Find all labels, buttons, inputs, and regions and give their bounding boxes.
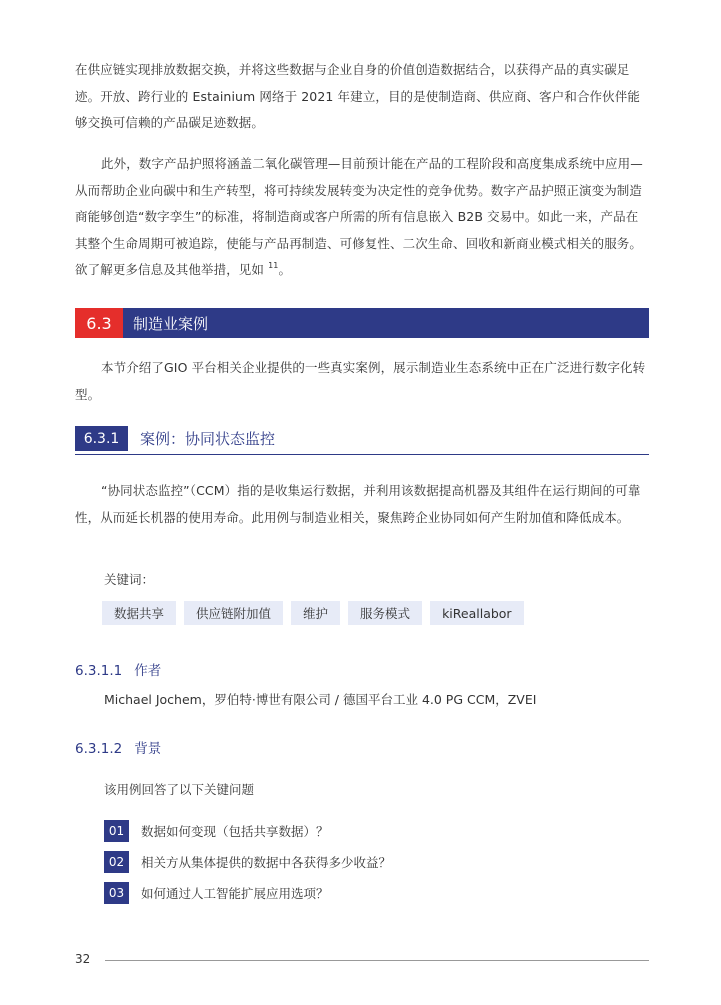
footer-divider bbox=[105, 960, 649, 961]
question-text: 如何通过人工智能扩展应用选项？ bbox=[141, 886, 329, 901]
subsection-title: 案例：协同状态监控 bbox=[140, 430, 276, 448]
keyword-tags bbox=[102, 601, 524, 625]
subsection-heading bbox=[75, 426, 649, 455]
paragraph-carbon-footprint: 在供应链实现排放数据交换，并将这些数据与企业自身的价值创造数据结合，以获得产品的真实碳足迹。开放、跨行业的 Estainium 网络于 2021 年建立，目的是使制造商、供应商、客户和合作伙伴能够交换可信赖的产品碳足迹数据。 bbox=[75, 62, 640, 130]
question-item bbox=[104, 882, 329, 904]
subsection-number: 6.3.1 bbox=[75, 426, 128, 451]
paragraph-section-intro: 本节介绍了GIO 平台相关企业提供的一些真实案例，展示制造业生态系统中正在广泛进行数字化转型。 bbox=[75, 360, 646, 402]
keyword-tag: kiReallabor bbox=[430, 601, 524, 625]
question-number: 02 bbox=[104, 851, 129, 873]
section-title: 制造业案例 bbox=[133, 314, 209, 333]
question-text: 数据如何变现（包括共享数据）？ bbox=[141, 824, 329, 839]
question-item bbox=[104, 851, 391, 873]
paragraph-ccm-definition: “协同状态监控”（CCM）指的是收集运行数据，并利用该数据提高机器及其组件在运行期间的可靠性，从而延长机器的使用寿命。此用例与制造业相关，聚焦跨企业协同如何产生附加值和降低成本。 bbox=[75, 483, 641, 525]
keyword-tag: 供应链附加值 bbox=[184, 601, 283, 625]
author-heading bbox=[75, 659, 161, 679]
author-heading-number: 6.3.1.1 bbox=[75, 663, 123, 679]
author-heading-title: 作者 bbox=[134, 663, 162, 679]
author-text: Michael Jochem，罗伯特·博世有限公司 / 德国平台工业 4.0 PG CCM，ZVEI bbox=[104, 692, 537, 707]
background-heading-number: 6.3.1.2 bbox=[75, 741, 123, 757]
keywords-label: 关键词： bbox=[104, 572, 155, 587]
keyword-tag: 服务模式 bbox=[348, 601, 422, 625]
page-number: 32 bbox=[75, 952, 91, 966]
keyword-tag: 数据共享 bbox=[102, 601, 176, 625]
paragraph-digital-passport: 此外，数字产品护照将涵盖二氧化碳管理—目前预计能在产品的工程阶段和高度集成系统中应用—从而帮助企业向碳中和生产转型，将可持续发展转变为决定性的竞争优势。数字产品护照正演变为制造商能够创造“数字孪生”的标准，将制造商或客户所需的所有信息嵌入 B2B 交易中。如此一来，产品在其整个生命周期可被追踪，使能与产品再制造、可修复性、二次生命、回收和新商业模式相关的服务。欲了解更多信息及其他举措，见如 $^{11}$。 bbox=[75, 156, 643, 277]
section-number: 6.3 bbox=[75, 308, 123, 338]
background-heading-title: 背景 bbox=[134, 741, 162, 757]
background-heading bbox=[75, 737, 161, 757]
question-number: 01 bbox=[104, 820, 129, 842]
footnote-ref[interactable]: 11 bbox=[268, 261, 279, 270]
keyword-tag: 维护 bbox=[291, 601, 340, 625]
section-heading-bar bbox=[75, 308, 649, 338]
question-text: 相关方从集体提供的数据中各获得多少收益？ bbox=[141, 855, 392, 870]
question-item bbox=[104, 820, 329, 842]
background-intro: 该用例回答了以下关键问题 bbox=[104, 782, 255, 797]
question-number: 03 bbox=[104, 882, 129, 904]
